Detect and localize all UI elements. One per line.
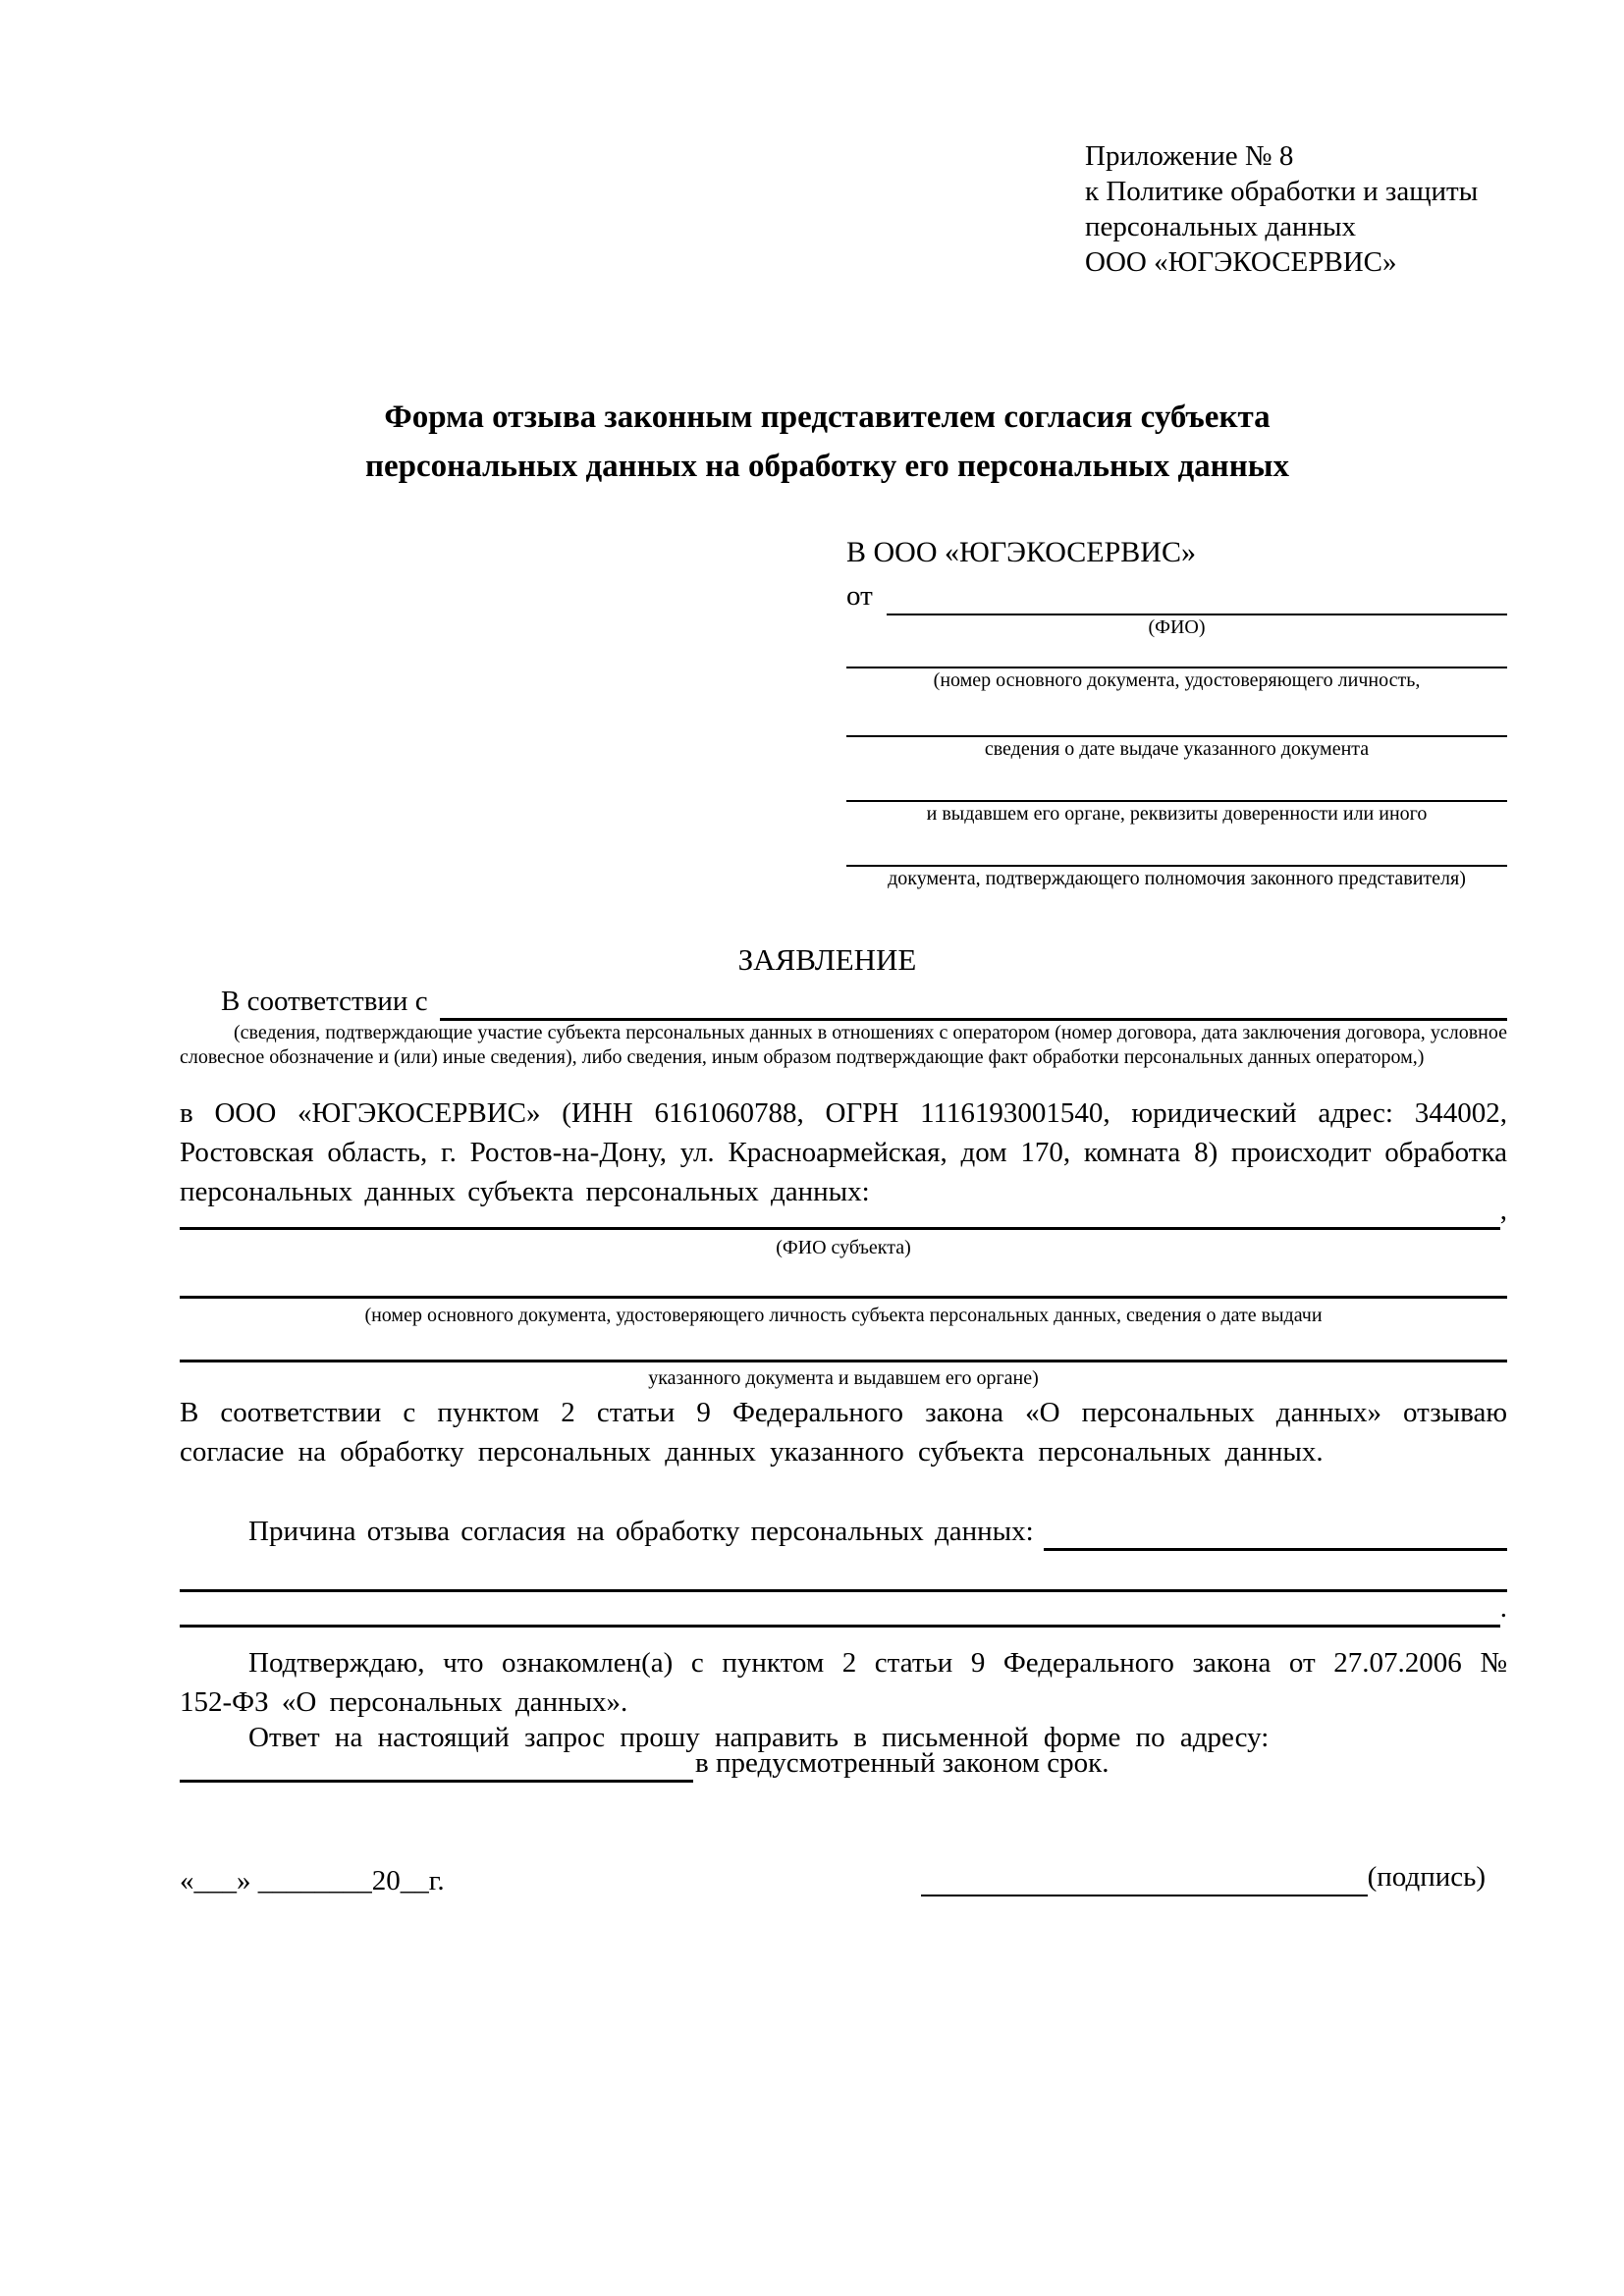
from-label: от: [846, 580, 873, 612]
reply-suffix: в предусмотренный законом срок.: [695, 1747, 1110, 1779]
subject-doc-row-2: [180, 1327, 1507, 1362]
appendix-line: ООО «ЮГЭКОСЕРВИС»: [1085, 246, 1397, 278]
reason-blank-row-1: [180, 1557, 1507, 1592]
appendix-line: Приложение № 8: [1085, 140, 1294, 172]
appendix-reference: [1085, 138, 1517, 280]
appendix-line: к Политике обработки и защиты: [1085, 176, 1479, 207]
blank-line: [846, 692, 1507, 737]
addressee-organization: В ООО «ЮГЭКОСЕРВИС»: [846, 536, 1196, 568]
blank-caption: документа, подтверждающего полномочия законного представителя): [888, 868, 1466, 889]
blank-line: [846, 761, 1507, 802]
subject-doc-row-1: [180, 1263, 1507, 1299]
subject-doc-caption-2: указанного документа и выдавшем его органе): [648, 1367, 1039, 1389]
blank-caption: и выдавшем его органе, реквизиты доверенности или иного: [926, 803, 1428, 825]
blank-field: [846, 826, 1507, 890]
blank-caption: сведения о дате выдаче указанного документа: [984, 738, 1370, 760]
blank-field: [846, 692, 1507, 761]
appendix-line: персональных данных: [1085, 211, 1357, 242]
blank-caption: (номер основного документа, удостоверяющего личность,: [933, 669, 1421, 691]
signature-caption: (подпись): [1367, 1861, 1486, 1893]
from-row: [846, 572, 1507, 615]
addressee-block: [846, 533, 1507, 890]
withdraw-paragraph: В соответствии с пунктом 2 статьи 9 Федерального закона «О персональных данных» отзываю согласие на обработку персональных данных указанного субъекта персональных данных.: [180, 1397, 1507, 1468]
reason-blank-row-2: [180, 1592, 1507, 1628]
confirm-paragraph: Подтверждаю, что ознакомлен(а) с пунктом 2 статьи 9 Федерального закона от 27.07.2006 № 152-ФЗ «О персональных данных».: [180, 1647, 1507, 1718]
blank-field: [846, 639, 1507, 692]
reason-blank-line: [1044, 1548, 1507, 1551]
blank-line: [846, 639, 1507, 668]
subject-doc-blank-line: [180, 1296, 1507, 1299]
fio-caption: (ФИО): [1148, 616, 1206, 638]
reply-paragraph: Ответ на настоящий запрос прошу направить в письменной форме по адресу:: [248, 1722, 1270, 1753]
accordance-footnote: (сведения, подтверждающие участие субъекта персональных данных в отношениях с оператором (номер договора, дата заключения договора, условное словесное обозначение и (или) иные сведения), либо сведения, иным образом подтверждающие факт обработки персональных данных оператором,): [180, 1022, 1507, 1068]
reply-address-row: [180, 1749, 1507, 1783]
accordance-row: [180, 982, 1507, 1021]
signature-blank-line: [921, 1895, 1368, 1896]
date-field: «___» ________20__г.: [180, 1865, 445, 1896]
subject-fio-blank-line: [180, 1227, 1500, 1230]
reason-blank-line-full: [180, 1625, 1500, 1628]
signature-block: [921, 1857, 1486, 1896]
blank-line: [846, 826, 1507, 867]
subject-fio-caption: (ФИО субъекта): [776, 1237, 911, 1258]
subject-doc-caption-1: (номер основного документа, удостоверяющего личность субъекта персональных данных, сведения о дате выдачи: [364, 1305, 1323, 1326]
trailing-comma: ,: [1499, 1195, 1507, 1226]
subject-doc-blank-line: [180, 1360, 1507, 1362]
subject-fio-row: [180, 1194, 1507, 1230]
reason-row: [180, 1512, 1507, 1551]
page-title-line: Форма отзыва законным представителем согласия субъекта: [384, 400, 1271, 435]
page-title: [147, 393, 1507, 491]
address-blank-line: [180, 1780, 693, 1783]
blank-field: [846, 761, 1507, 826]
trailing-period: .: [1499, 1592, 1507, 1624]
operator-paragraph: в ООО «ЮГЭКОСЕРВИС» (ИНН 6161060788, ОГРН 1116193001540, юридический адрес: 344002, Ростовская область, г. Ростов-на-Дону, ул. Красноармейская, дом 170, комната 8) происходит обработка персональных данных субъекта персональных данных:: [180, 1097, 1507, 1207]
page-title-line: персональных данных на обработку его персональных данных: [365, 449, 1289, 484]
accordance-label: В соответствии с: [221, 986, 428, 1017]
reason-label: Причина отзыва согласия на обработку персональных данных:: [248, 1516, 1034, 1547]
statement-heading: ЗАЯВЛЕНИЕ: [737, 942, 917, 977]
